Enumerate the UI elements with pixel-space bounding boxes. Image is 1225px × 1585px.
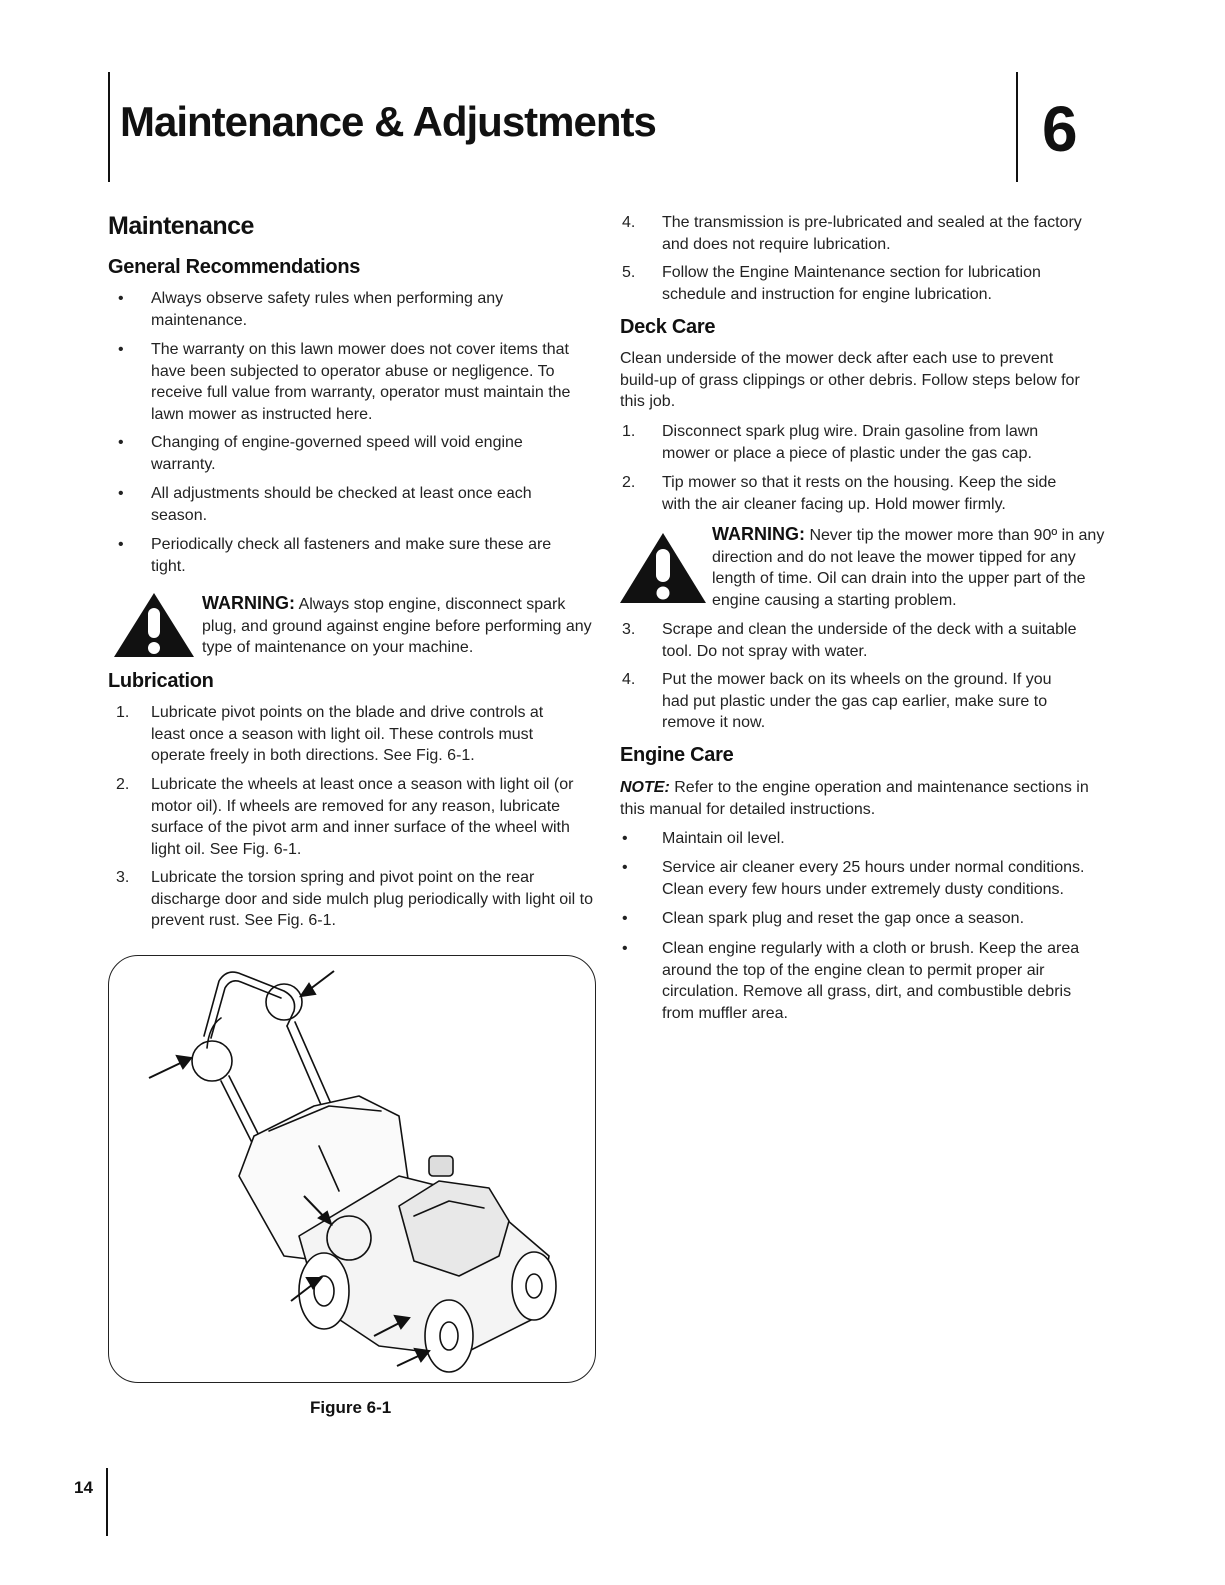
note-label: NOTE: [620,779,670,796]
warning-text: Never tip the mower more than 90º in any direction and do not leave the mower tipped for any length of time. Oil can drain into the upper part of the engine causing a starting problem. [712,527,1105,609]
warning-notice [712,524,1112,611]
warning-notice [202,593,592,659]
deck-care-intro: Clean underside of the mower deck after each use to prevent build-up of grass clippings or other debris. Follow steps below for this job. [620,350,1080,410]
deck-care-heading: Deck Care [620,316,716,338]
figure-caption: Figure 6-1 [310,1398,392,1417]
page-title: Maintenance & Adjustments [120,98,656,145]
chapter-number: 6 [1042,93,1078,165]
title-rule [108,72,110,182]
chapter-rule [1016,72,1018,182]
warning-text: Always stop engine, disconnect spark plug, and ground against engine before performing any type of maintenance on your machine. [202,596,592,656]
warning-label: WARNING: [202,593,295,613]
maintenance-heading: Maintenance [108,212,254,240]
note-text: Refer to the engine operation and maintenance sections in this manual for detailed instructions. [620,779,1089,818]
general-recommendations-heading: General Recommendations [108,256,361,278]
figure-frame [108,955,596,1383]
warning-icon [112,590,196,660]
warning-icon [618,530,708,606]
lubrication-heading: Lubrication [108,670,214,692]
footer-rule [106,1468,108,1536]
warning-label: WARNING: [712,524,805,544]
page-number: 14 [74,1478,93,1497]
engine-care-note [620,777,1100,820]
engine-care-heading: Engine Care [620,744,734,766]
lawn-mower-illustration [109,956,594,1381]
